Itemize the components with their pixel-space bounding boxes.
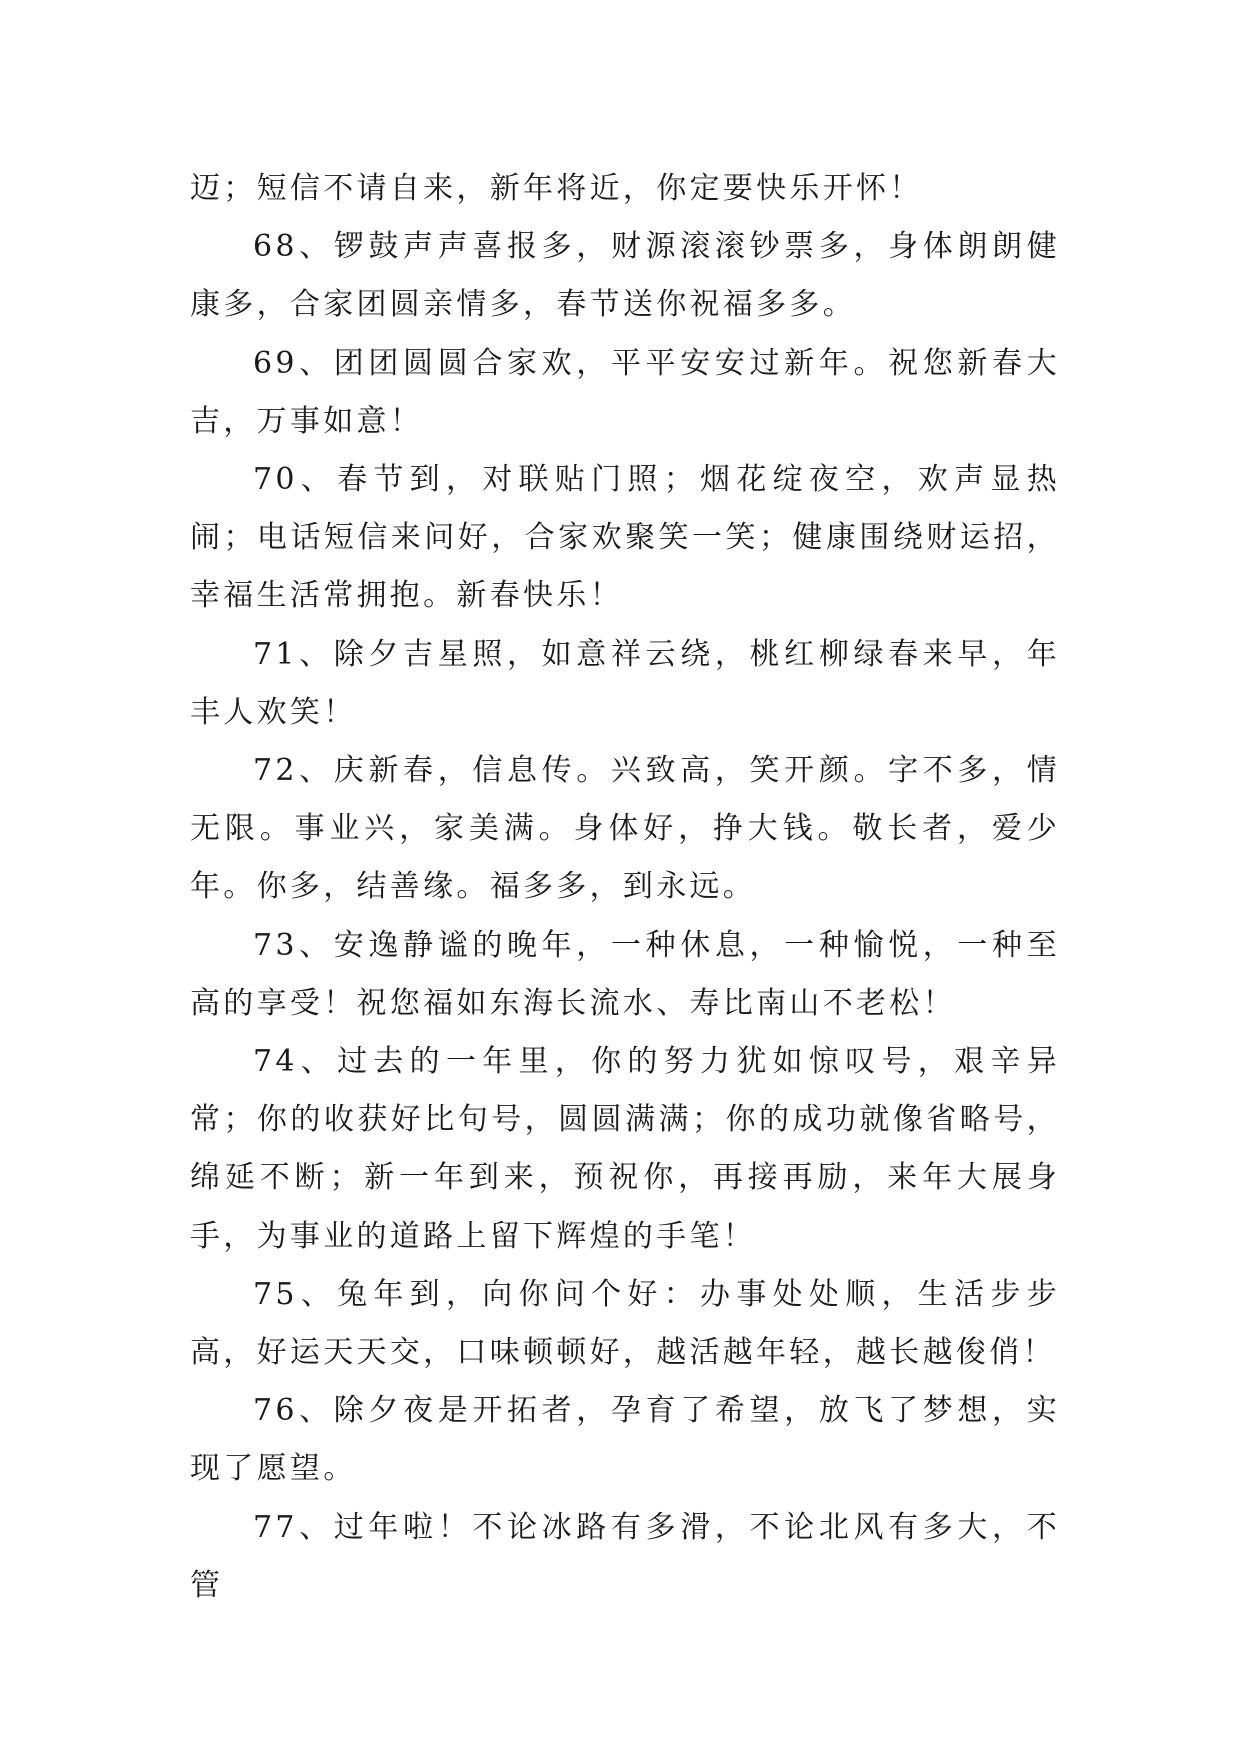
body-text <box>190 160 1060 1615</box>
paragraph-70: 70、春节到，对联贴门照；烟花绽夜空，欢声显热闹；电话短信来问好，合家欢聚笑一笑；健康围绕财运招，幸福生活常拥抱。新春快乐！ <box>190 462 1060 614</box>
paragraph-74: 74、过去的一年里，你的努力犹如惊叹号，艰辛异常；你的收获好比句号，圆圆满满；你的成功就像省略号，绵延不断；新一年到来，预祝你，再接再励，来年大展身手，为事业的道路上留下辉煌的手笔！ <box>190 1044 1060 1254</box>
paragraph-68: 68、锣鼓声声喜报多，财源滚滚钞票多，身体朗朗健康多，合家团圆亲情多，春节送你祝福多多。 <box>190 229 1060 323</box>
paragraph-76: 76、除夕夜是开拓者，孕育了希望，放飞了梦想，实现了愿望。 <box>190 1393 1060 1487</box>
paragraph-75: 75、兔年到，向你问个好：办事处处顺，生活步步高，好运天天交，口味顿顿好，越活越年轻，越长越俊俏！ <box>190 1276 1060 1371</box>
paragraph-72: 72、庆新春，信息传。兴致高，笑开颜。字不多，情无限。事业兴，家美满。身体好，挣大钱。敬长者，爱少年。你多，结善缘。福多多，到永远。 <box>190 753 1060 905</box>
paragraph-71: 71、除夕吉星照，如意祥云绕，桃红柳绿春来早，年丰人欢笑！ <box>190 636 1060 730</box>
paragraph-73: 73、安逸静谧的晚年，一种休息，一种愉悦，一种至高的享受！祝您福如东海长流水、寿比南山不老松！ <box>190 927 1060 1021</box>
paragraph-69: 69、团团圆圆合家欢，平平安安过新年。祝您新春大吉，万事如意！ <box>190 345 1060 439</box>
paragraph-77: 77、过年啦！不论冰路有多滑，不论北风有多大，不管 <box>190 1509 1060 1603</box>
paragraph-continuation: 迈；短信不请自来，新年将近，你定要快乐开怀！ <box>190 171 923 206</box>
